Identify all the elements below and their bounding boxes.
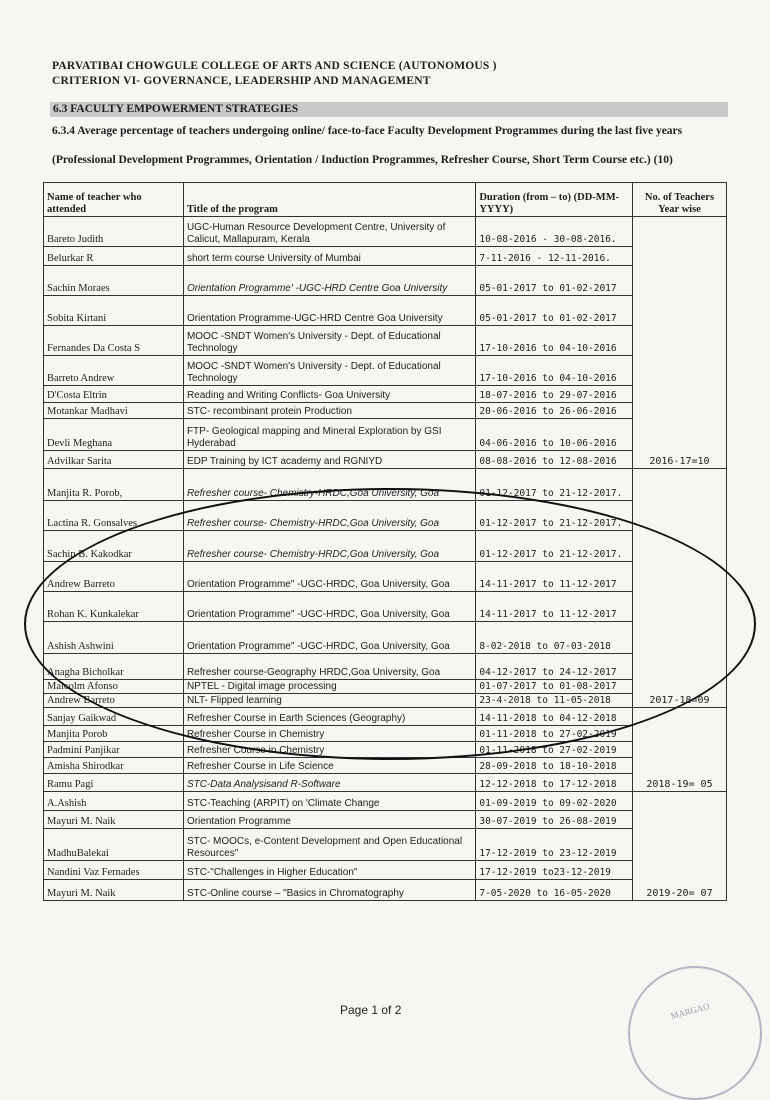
header-title: Title of the program [183, 183, 475, 217]
table-row [44, 694, 727, 708]
program-title: MOOC -SNDT Women's University - Dept. of Educational Technology [183, 326, 475, 356]
table-row [44, 880, 727, 901]
table-row [44, 811, 727, 829]
duration: 05-01-2017 to 01-02-2017 [476, 296, 633, 326]
teacher-name: Rohan K. Kunkalekar [44, 592, 184, 622]
teacher-name: Lactina R. Gonsalves [44, 501, 184, 531]
program-title: Refresher Course in Life Science [183, 758, 475, 774]
table-row [44, 386, 727, 403]
teacher-name: Sanjay Gaikwad [44, 708, 184, 726]
teacher-name: Belurkar R [44, 247, 184, 266]
program-title: UGC-Human Resource Development Centre, University of Calicut, Mallapuram, Kerala [183, 217, 475, 247]
duration: 14-11-2017 to 11-12-2017 [476, 562, 633, 592]
table-row [44, 654, 727, 680]
teacher-name: Manjita Porob [44, 726, 184, 742]
seal-text: MARGAO [669, 1000, 711, 1022]
table-row [44, 708, 727, 726]
program-title: NLT- Flipped learning [183, 694, 475, 708]
table-row [44, 829, 727, 861]
duration: 01-07-2017 to 01-08-2017 [476, 680, 633, 694]
duration: 01-12-2017 to 21-12-2017. [476, 501, 633, 531]
teacher-name: Malcolm Afonso [44, 680, 184, 694]
teacher-name: Ashish Ashwini [44, 622, 184, 654]
table-row [44, 861, 727, 880]
program-title: Refresher course- Chemistry-HRDC,Goa University, Goa [183, 501, 475, 531]
table-row [44, 562, 727, 592]
table-row [44, 792, 727, 811]
program-title: Refresher course-Geography HRDC,Goa University, Goa [183, 654, 475, 680]
program-title: Orientation Programme" -UGC-HRDC, Goa University, Goa [183, 562, 475, 592]
metric-description: 6.3.4 Average percentage of teachers undergoing online/ face-to-face Faculty Development Programmes during the last five years [52, 125, 683, 137]
program-title: STC-Teaching (ARPIT) on 'Climate Change [183, 792, 475, 811]
program-title: STC- MOOCs, e-Content Development and Open Educational Resources" [183, 829, 475, 861]
table-row [44, 266, 727, 296]
table-row [44, 680, 727, 694]
table-row [44, 531, 727, 562]
program-title: FTP- Geological mapping and Mineral Exploration by GSI Hyderabad [183, 419, 475, 451]
program-title: Orientation Programme' -UGC-HRD Centre Goa University [183, 266, 475, 296]
program-title: Refresher Course in Chemistry [183, 742, 475, 758]
header-duration: Duration (from – to) (DD-MM-YYYY) [476, 183, 633, 217]
table-row [44, 469, 727, 501]
table-row [44, 592, 727, 622]
table-row [44, 217, 727, 247]
teacher-name: Mayuri M. Naik [44, 811, 184, 829]
teacher-name: Sachin B. Kakodkar [44, 531, 184, 562]
table-row [44, 296, 727, 326]
table-row [44, 403, 727, 419]
duration: 17-12-2019 to23-12-2019 [476, 861, 633, 880]
teacher-name: A.Ashish [44, 792, 184, 811]
duration: 23-4-2018 to 11-05-2018 [476, 694, 633, 708]
table-row [44, 356, 727, 386]
table-row [44, 758, 727, 774]
teacher-name: Manjita R. Porob, [44, 469, 184, 501]
duration: 17-12-2019 to 23-12-2019 [476, 829, 633, 861]
teacher-name: Motankar Madhavi [44, 403, 184, 419]
table-row [44, 451, 727, 469]
program-title: Orientation Programme" -UGC-HRDC, Goa University, Goa [183, 622, 475, 654]
year-count: 2017-18=09 [632, 469, 726, 708]
table-row [44, 326, 727, 356]
college-seal [628, 966, 762, 1100]
duration: 01-12-2017 to 21-12-2017. [476, 531, 633, 562]
program-title: STC-"Challenges in Higher Education" [183, 861, 475, 880]
table-row [44, 247, 727, 266]
teacher-name: Padmini Panjikar [44, 742, 184, 758]
program-title: NPTEL - Digital image processing [183, 680, 475, 694]
teacher-name: Advilkar Sarita [44, 451, 184, 469]
duration: 04-06-2016 to 10-06-2016 [476, 419, 633, 451]
table-row [44, 774, 727, 792]
table-row [44, 726, 727, 742]
teacher-name: Ramu Pagi [44, 774, 184, 792]
teacher-name: Andrew Barreto [44, 562, 184, 592]
year-count: 2018-19= 05 [632, 708, 726, 792]
duration: 04-12-2017 to 24-12-2017 [476, 654, 633, 680]
year-count: 2016-17=10 [632, 217, 726, 469]
duration: 01-11-2018 to 27-02-2019 [476, 726, 633, 742]
teacher-name: D'Costa Eltrin [44, 386, 184, 403]
college-title: PARVATIBAI CHOWGULE COLLEGE OF ARTS AND SCIENCE (AUTONOMOUS ) [52, 60, 497, 72]
header-name: Name of teacher who attended [44, 183, 184, 217]
program-title: Refresher Course in Chemistry [183, 726, 475, 742]
teacher-name: Mayuri M. Naik [44, 880, 184, 901]
year-count: 2019-20= 07 [632, 792, 726, 901]
program-title: Refresher course- Chemistry-HRDC,Goa University, Goa [183, 469, 475, 501]
duration: 14-11-2017 to 11-12-2017 [476, 592, 633, 622]
program-title: Orientation Programme [183, 811, 475, 829]
program-title: STC-Online course – "Basics in Chromatography [183, 880, 475, 901]
teacher-name: Devli Meghana [44, 419, 184, 451]
page-number: Page 1 of 2 [340, 1003, 402, 1017]
table-row [44, 501, 727, 531]
program-title: Reading and Writing Conflicts- Goa University [183, 386, 475, 403]
duration: 12-12-2018 to 17-12-2018 [476, 774, 633, 792]
duration: 01-09-2019 to 09-02-2020 [476, 792, 633, 811]
program-title: MOOC -SNDT Women's University - Dept. of Educational Technology [183, 356, 475, 386]
program-title: short term course University of Mumbai [183, 247, 475, 266]
teacher-name: Sachin Moraes [44, 266, 184, 296]
criterion-title: CRITERION VI- GOVERNANCE, LEADERSHIP AND MANAGEMENT [52, 75, 431, 87]
table-row [44, 622, 727, 654]
duration: 01-12-2017 to 21-12-2017. [476, 469, 633, 501]
table-row [44, 419, 727, 451]
duration: 20-06-2016 to 26-06-2016 [476, 403, 633, 419]
duration: 17-10-2016 to 04-10-2016 [476, 326, 633, 356]
metric-subtitle: (Professional Development Programmes, Orientation / Induction Programmes, Refresher Course, Short Term Course etc.) (10) [52, 154, 673, 166]
duration: 7-05-2020 to 16-05-2020 [476, 880, 633, 901]
teacher-name: Anagha Bicholkar [44, 654, 184, 680]
header-count: No. of Teachers Year wise [632, 183, 726, 217]
program-title: STC- recombinant protein Production [183, 403, 475, 419]
duration: 05-01-2017 to 01-02-2017 [476, 266, 633, 296]
teacher-name: Amisha Shirodkar [44, 758, 184, 774]
teacher-name: Fernandes Da Costa S [44, 326, 184, 356]
duration: 28-09-2018 to 18-10-2018 [476, 758, 633, 774]
duration: 7-11-2016 - 12-11-2016. [476, 247, 633, 266]
program-title: Refresher course- Chemistry-HRDC,Goa University, Goa [183, 531, 475, 562]
section-heading: 6.3 FACULTY EMPOWERMENT STRATEGIES [50, 102, 728, 117]
program-title: STC-Data Analysisand R-Software [183, 774, 475, 792]
teacher-name: Barreto Andrew [44, 356, 184, 386]
teacher-name: Bareto Judith [44, 217, 184, 247]
teacher-name: Andrew Barreto [44, 694, 184, 708]
duration: 17-10-2016 to 04-10-2016 [476, 356, 633, 386]
duration: 18-07-2016 to 29-07-2016 [476, 386, 633, 403]
duration: 14-11-2018 to 04-12-2018 [476, 708, 633, 726]
teacher-name: Sobita Kirtani [44, 296, 184, 326]
duration: 08-08-2016 to 12-08-2016 [476, 451, 633, 469]
duration: 10-08-2016 - 30-08-2016. [476, 217, 633, 247]
program-title: EDP Training by ICT academy and RGNIYD [183, 451, 475, 469]
table-row [44, 742, 727, 758]
teacher-name: Nandini Vaz Fernades [44, 861, 184, 880]
duration: 30-07-2019 to 26-08-2019 [476, 811, 633, 829]
program-title: Orientation Programme" -UGC-HRDC, Goa University, Goa [183, 592, 475, 622]
program-title: Orientation Programme-UGC-HRD Centre Goa University [183, 296, 475, 326]
duration: 8-02-2018 to 07-03-2018 [476, 622, 633, 654]
program-title: Refresher Course in Earth Sciences (Geography) [183, 708, 475, 726]
duration: 01-11-2018 to 27-02-2019 [476, 742, 633, 758]
teacher-name: MadhuBalekai [44, 829, 184, 861]
fdp-table [43, 182, 727, 901]
